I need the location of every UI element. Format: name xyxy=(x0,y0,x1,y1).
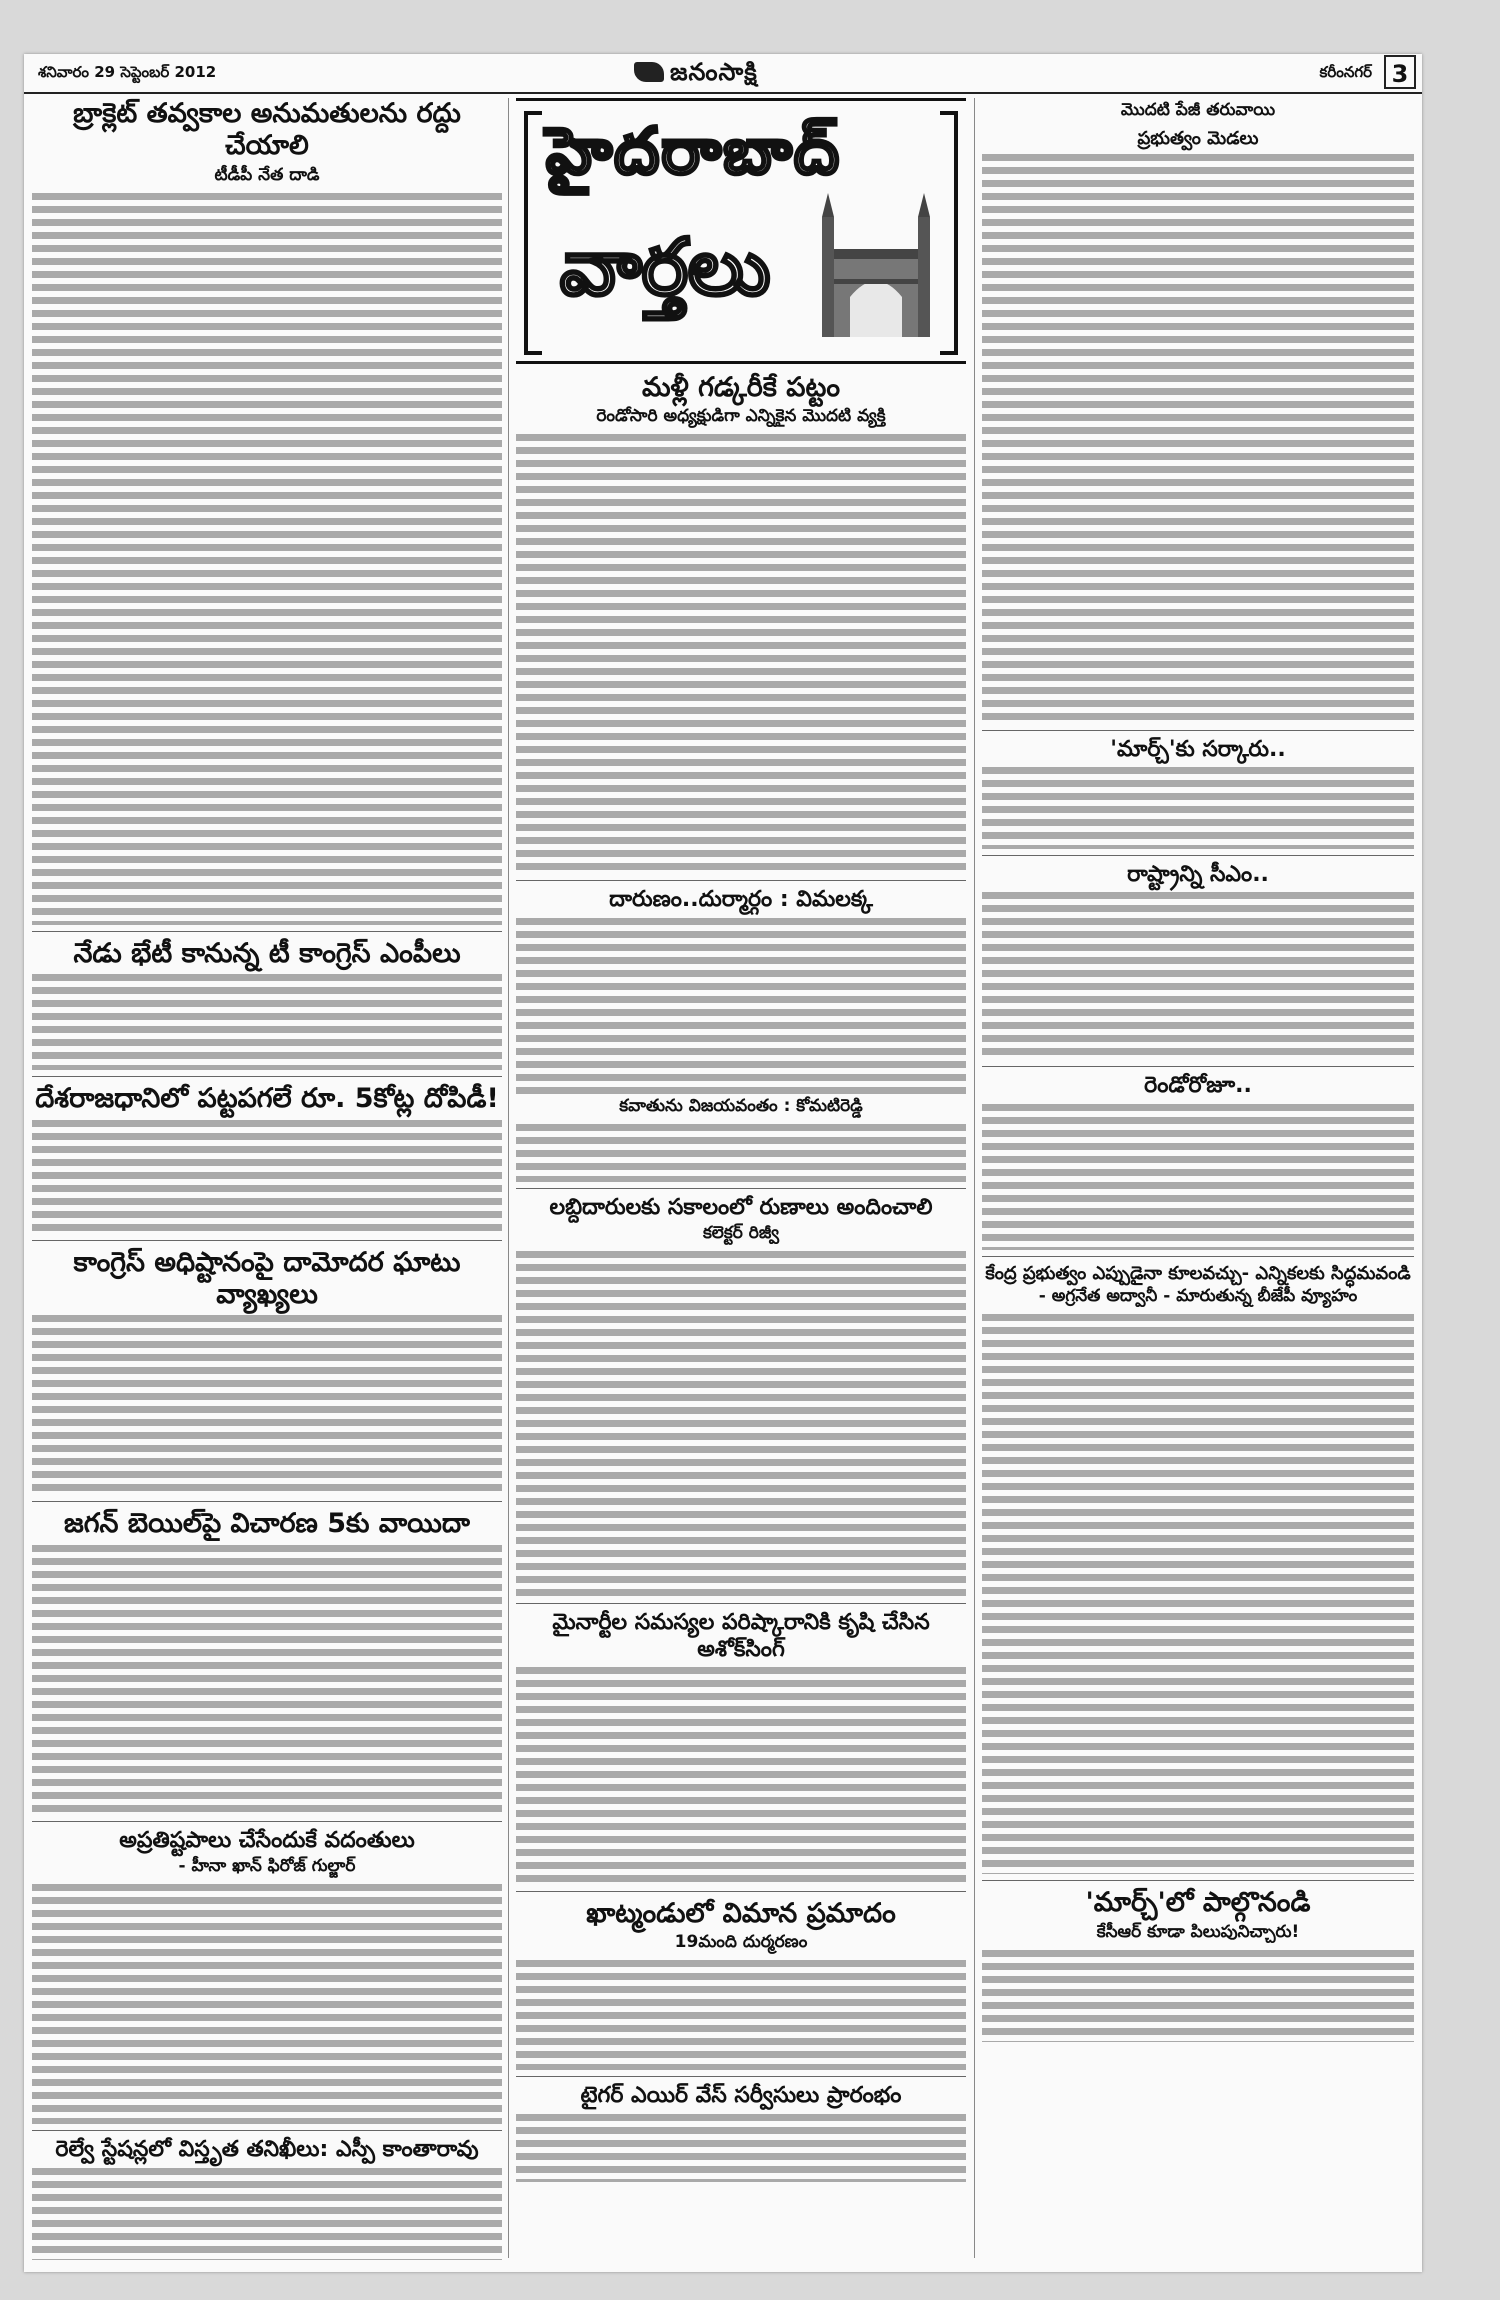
article-headline: లబ్దిదారులకు సకాలంలో రుణాలు అందించాలి xyxy=(549,1194,933,1220)
article-body xyxy=(982,767,1414,849)
article-headline: బ్రాక్లెట్ తవ్వకాల అనుమతులను రద్దు చేయాలి xyxy=(73,98,461,162)
article-headline: మళ్లీ గడ్కరీకే పట్టం xyxy=(641,372,841,403)
newspaper-page xyxy=(24,54,1422,2272)
article-body xyxy=(982,154,1414,724)
article xyxy=(982,1263,1414,1875)
article xyxy=(516,1610,966,1885)
article-subhead: కేసీఆర్ కూడా పిలుపునిచ్చారు! xyxy=(1096,1921,1300,1942)
article xyxy=(32,1083,502,1233)
article xyxy=(516,1195,966,1597)
article-body xyxy=(982,1950,1414,2042)
article-subhead: కవాతును విజయవంతం : కోమటిరెడ్డి xyxy=(619,1095,863,1116)
charminar-icon xyxy=(816,187,936,337)
article xyxy=(32,2137,502,2259)
article-body xyxy=(516,1667,966,1885)
article-body xyxy=(516,1251,966,1597)
masthead-logo-icon xyxy=(634,62,664,82)
article-headline: 'మార్చ్'లో పాల్గొనండి xyxy=(1085,1887,1311,1919)
article-body xyxy=(516,2114,966,2182)
article-headline: జగన్ బెయిల్‌పై విచారణ 5కు వాయిదా xyxy=(64,1508,470,1540)
article-body xyxy=(982,1314,1414,1874)
column-right xyxy=(982,98,1414,2042)
article xyxy=(982,128,1414,724)
issue-date: శనివారం 29 సెప్టెంబర్ 2012 xyxy=(38,63,217,81)
article-headline: టైగర్ ఎయిర్ వేస్ సర్వీసులు ప్రారంభం xyxy=(580,2083,902,2109)
article-body xyxy=(516,1124,966,1182)
article xyxy=(516,1898,966,2070)
article-headline: 'మార్చ్'కు సర్కారు.. xyxy=(1110,736,1286,762)
page-number: 3 xyxy=(1384,55,1416,89)
article-body xyxy=(32,1545,502,1815)
article-subhead: - అగ్రనేత అద్వానీ - మారుతున్న బీజేపీ వ్యూహం xyxy=(1038,1286,1358,1307)
continued-label: మొదటి పేజీ తరువాయి xyxy=(1120,100,1276,120)
article-body xyxy=(982,1104,1414,1250)
article-subhead: కలెక్టర్ రిజ్వీ xyxy=(702,1223,780,1244)
article-body xyxy=(982,892,1414,1060)
article xyxy=(982,737,1414,849)
article xyxy=(516,372,966,874)
article-subhead: టీడీపీ నేత దాడి xyxy=(214,164,320,185)
article-headline: మైనార్టీల సమస్యల పరిష్కారానికి కృషి చేసిన అశోక్‌సింగ్ xyxy=(552,1610,930,1662)
article-headline: ప్రభుత్వం మెడలు xyxy=(1137,128,1259,149)
masthead xyxy=(634,58,758,92)
masthead-title: జనంసాక్షి xyxy=(670,58,758,86)
column-rule xyxy=(974,98,975,2258)
article xyxy=(982,1073,1414,1249)
article-headline: అప్రతిష్టపాలు చేసేందుకే వదంతులు xyxy=(119,1827,415,1853)
page-header xyxy=(24,54,1422,94)
article-body xyxy=(32,1884,502,2124)
edition-city: కరీంనగర్ xyxy=(1319,63,1372,81)
article xyxy=(32,98,502,925)
article-headline: రాష్ట్రాన్ని సీఎం.. xyxy=(1127,861,1269,887)
article-body xyxy=(516,918,966,1094)
article-headline: ఖాట్మండులో విమాన ప్రమాదం xyxy=(586,1897,896,1929)
column-left xyxy=(32,98,502,2260)
article xyxy=(32,938,502,1070)
banner-title: హైదరాబాద్ xyxy=(546,115,842,189)
article xyxy=(32,1508,502,1814)
article-headline: నేడు భేటీ కానున్న టీ కాంగ్రెస్ ఎంపీలు xyxy=(73,937,461,969)
article xyxy=(32,1828,502,2124)
article-body xyxy=(516,1960,966,2070)
article-body xyxy=(32,1315,502,1495)
article-subhead: 19మంది దుర్మరణం xyxy=(674,1932,808,1953)
article xyxy=(982,1887,1414,2041)
column-rule xyxy=(508,98,509,2258)
article-body xyxy=(32,974,502,1070)
article-subhead: - హీనా ఖాన్ ఫిరోజ్ గుల్జార్ xyxy=(178,1856,356,1877)
article-headline: కేంద్ర ప్రభుత్వం ఎప్పుడైనా కూలవచ్చు- ఎన్నికలకు సిద్ధమవండి xyxy=(985,1262,1411,1284)
article xyxy=(982,862,1414,1060)
article-headline: రెల్వే స్టేషన్లలో విస్తృత తనిఖీలు: ఎస్పీ కాంతారావు xyxy=(55,2137,479,2163)
article xyxy=(32,1247,502,1496)
article-body xyxy=(32,2168,502,2260)
article-headline: దారుణం..దుర్మార్గం : విమలక్క xyxy=(609,887,873,913)
banner-subtitle: వార్తలు xyxy=(560,223,771,313)
article-headline: కాంగ్రెస్ అధిష్టానంపై దామోదర ఘాటు వ్యాఖ్యలు xyxy=(73,1246,461,1310)
hyderabad-news-banner xyxy=(516,98,966,364)
column-middle xyxy=(516,98,966,2182)
article-body xyxy=(32,193,502,925)
article-body xyxy=(32,1120,502,1234)
article-headline: రెండోరోజూ.. xyxy=(1144,1073,1252,1099)
article xyxy=(516,2083,966,2181)
article-body xyxy=(516,434,966,874)
article-headline: దేశరాజధానిలో పట్టపగలే రూ. 5కోట్ల దోపిడీ! xyxy=(35,1083,499,1115)
article xyxy=(516,887,966,1181)
article-subhead: రెండోసారి అధ్యక్షుడిగా ఎన్నికైన మొదటి వ్యక్తి xyxy=(596,406,886,427)
